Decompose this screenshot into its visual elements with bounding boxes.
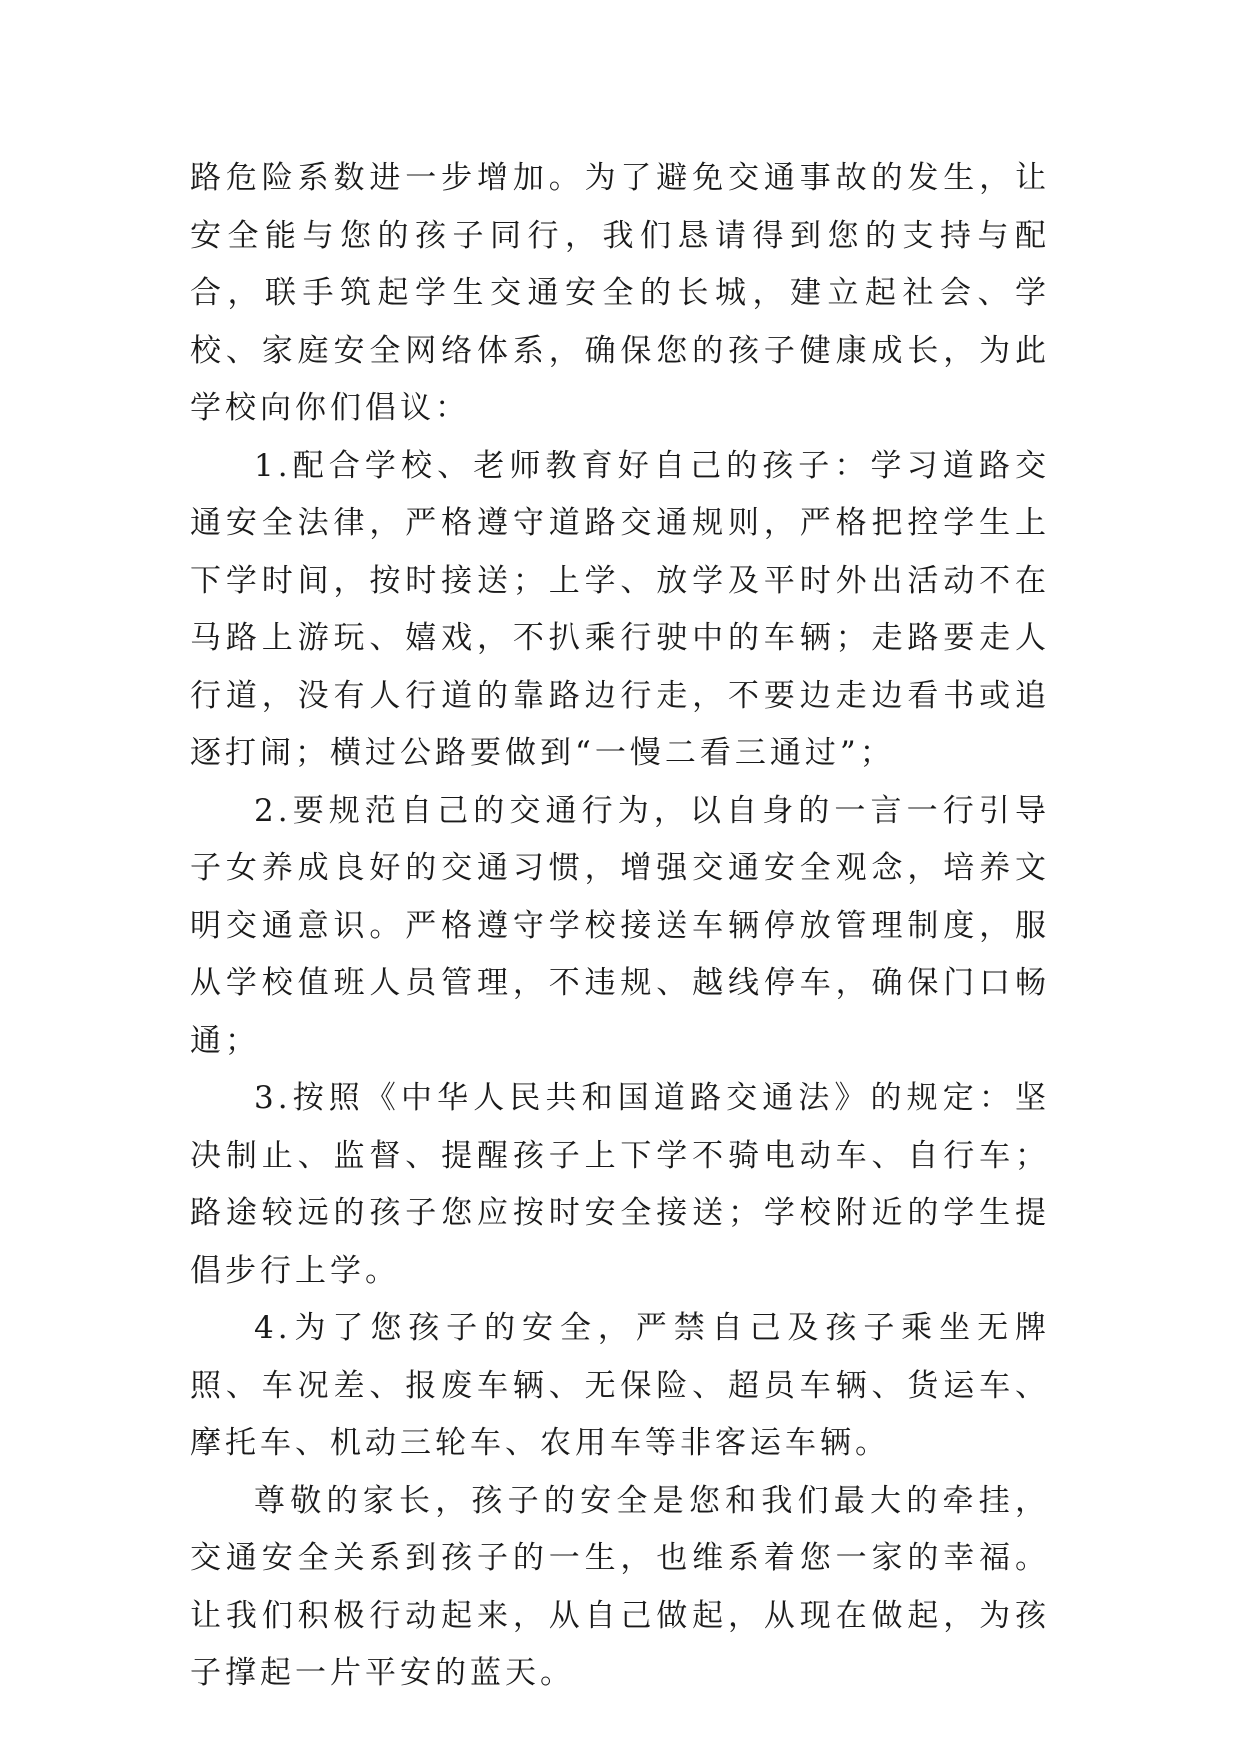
paragraph-item-4: 4.为了您孩子的安全，严禁自己及孩子乘坐无牌照、车况差、报废车辆、无保险、超员车辆、货运车、摩托车、机动三轮车、农用车等非客运车辆。	[190, 1310, 1050, 1461]
paragraph-item-2: 2.要规范自己的交通行为，以自身的一言一行引导子女养成良好的交通习惯，增强交通安全观念，培养文明交通意识。严格遵守学校接送车辆停放管理制度，服从学校值班人员管理，不违规、越线停车，确保门口畅通；	[190, 792, 1050, 1059]
paragraph-item-3: 3.按照《中华人民共和国道路交通法》的规定：坚决制止、监督、提醒孩子上下学不骑电动车、自行车；路途较远的孩子您应按时安全接送；学校附近的学生提倡步行上学。	[190, 1080, 1050, 1289]
document-page	[190, 150, 1050, 1703]
paragraph-continuation: 路危险系数进一步增加。为了避免交通事故的发生，让安全能与您的孩子同行，我们恳请得到您的支持与配合，联手筑起学生交通安全的长城，建立起社会、学校、家庭安全网络体系，确保您的孩子健康成长，为此学校向你们倡议：	[190, 160, 1050, 426]
paragraph-closing: 尊敬的家长，孩子的安全是您和我们最大的牵挂，交通安全关系到孩子的一生，也维系着您一家的幸福。让我们积极行动起来，从自己做起，从现在做起，为孩子撑起一片平安的蓝天。	[190, 1482, 1050, 1691]
paragraph-item-1: 1.配合学校、老师教育好自己的孩子：学习道路交通安全法律，严格遵守道路交通规则，严格把控学生上下学时间，按时接送；上学、放学及平时外出活动不在马路上游玩、嬉戏，不扒乘行驶中的车辆；走路要走人行道，没有人行道的靠路边行走，不要边走边看书或追逐打闹；横过公路要做到“一慢二看三通过”；	[190, 447, 1050, 771]
